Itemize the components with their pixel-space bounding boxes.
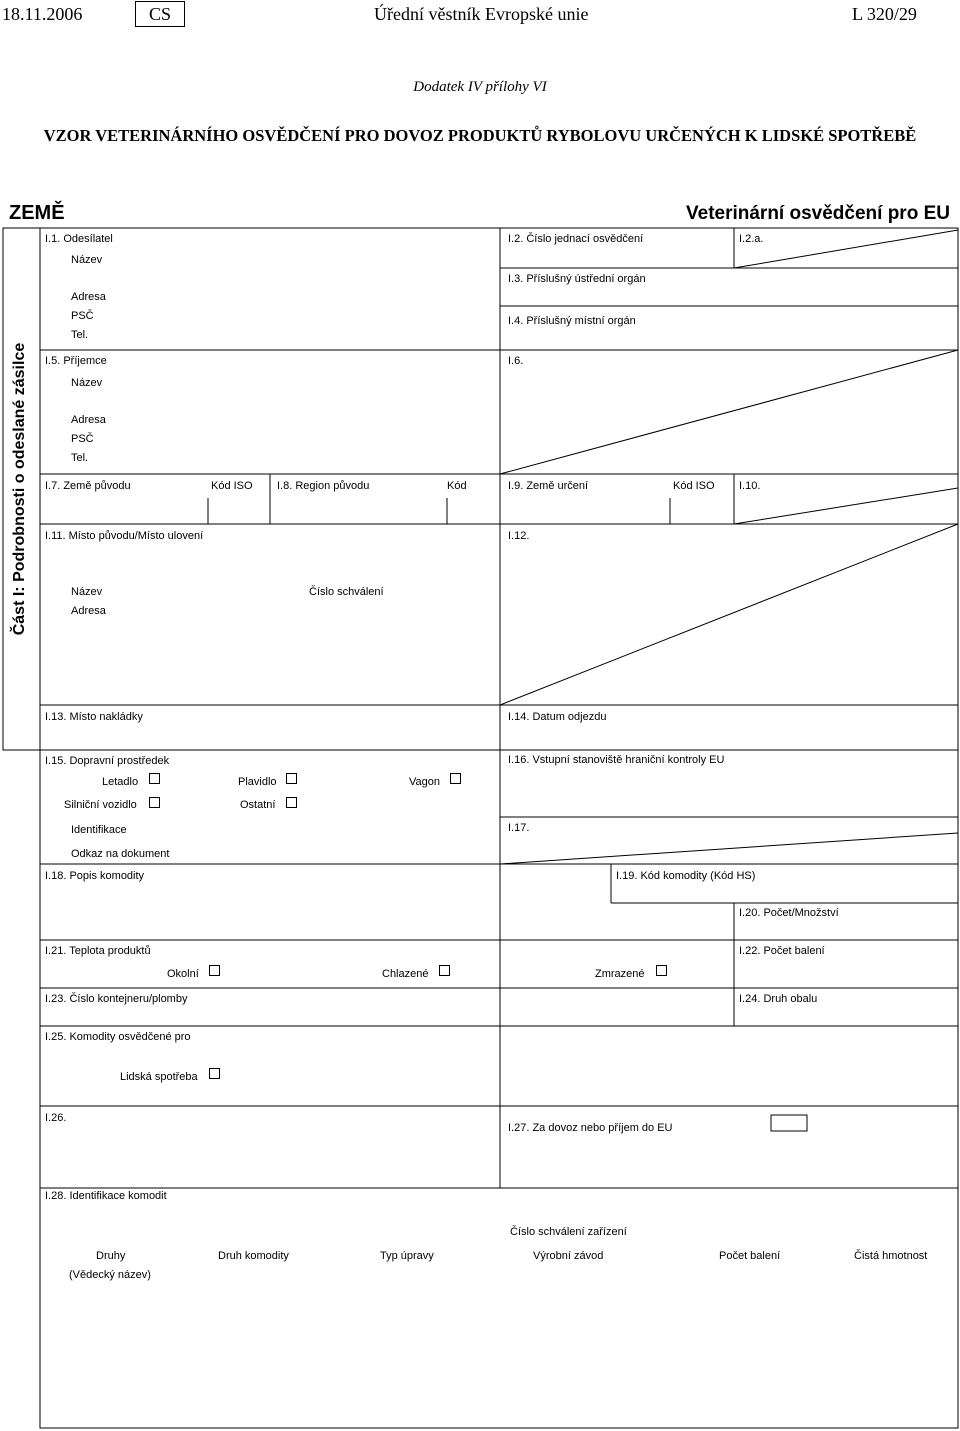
i23-label: I.23. Číslo kontejneru/plomby	[45, 993, 188, 1005]
i16-label: I.16. Vstupní stanoviště hraniční kontroly EU	[508, 754, 725, 766]
i5-name: Název	[71, 377, 103, 389]
i15-label: I.15. Dopravní prostředek	[45, 755, 170, 767]
i1-name: Název	[71, 254, 103, 266]
i11-address: Adresa	[71, 605, 106, 617]
i24-label: I.24. Druh obalu	[739, 993, 818, 1005]
i15-ident: Identifikace	[71, 824, 127, 836]
col-species: Druhy	[96, 1250, 126, 1262]
i20-label: I.20. Počet/Množství	[739, 907, 839, 919]
i1-zip: PSČ	[71, 310, 94, 322]
i9-label: I.9. Země určení	[508, 480, 589, 492]
col-net-weight: Čistá hmotnost	[854, 1250, 928, 1262]
header-page-ref: L 320/29	[852, 4, 917, 24]
frozen-checkbox[interactable]	[656, 965, 667, 976]
i22-label: I.22. Počet balení	[739, 945, 825, 957]
i15-other-label: Ostatní	[240, 799, 276, 811]
i21-frozen-label: Zmrazené	[595, 968, 645, 980]
i5-label: I.5. Příjemce	[45, 355, 107, 367]
i11-approval: Číslo schválení	[309, 586, 384, 598]
chilled-checkbox[interactable]	[439, 965, 450, 976]
doc-title: VZOR VETERINÁRNÍHO OSVĚDČENÍ PRO DOVOZ PRODUKTŮ RYBOLOVU URČENÝCH K LIDSKÉ SPOTŘEBĚ	[43, 126, 917, 145]
i12-label: I.12.	[508, 530, 530, 542]
i21-ambient-label: Okolní	[167, 968, 199, 980]
col-packages: Počet balení	[719, 1250, 781, 1262]
i7-iso: Kód ISO	[211, 480, 253, 492]
i10-label: I.10.	[739, 480, 761, 492]
i1-address: Adresa	[71, 291, 106, 303]
ship-checkbox[interactable]	[286, 773, 297, 784]
i17-label: I.17.	[508, 822, 530, 834]
side-label: Část I: Podrobnosti o odeslané zásilce	[11, 342, 28, 636]
i25-label: I.25. Komodity osvědčené pro	[45, 1031, 191, 1043]
country-heading: ZEMĚ	[9, 202, 65, 224]
i21-label: I.21. Teplota produktů	[45, 945, 151, 957]
i27-input-box	[771, 1115, 807, 1131]
i8-code: Kód	[447, 480, 467, 492]
i6-label: I.6.	[508, 355, 524, 367]
col-treatment: Typ úpravy	[380, 1250, 434, 1262]
header-journal: Úřední věstník Evropské unie	[374, 4, 589, 24]
i14-label: I.14. Datum odjezdu	[508, 711, 607, 723]
header-lang-box: CS	[135, 1, 185, 27]
i11-name: Název	[71, 586, 103, 598]
road-vehicle-checkbox[interactable]	[149, 797, 160, 808]
certificate-heading: Veterinární osvědčení pro EU	[686, 203, 950, 224]
i13-label: I.13. Místo nakládky	[45, 711, 143, 723]
i27-label: I.27. Za dovoz nebo příjem do EU	[508, 1122, 673, 1134]
i18-label: I.18. Popis komodity	[45, 870, 145, 882]
ambient-checkbox[interactable]	[209, 965, 220, 976]
i1-tel: Tel.	[71, 329, 89, 341]
i4-label: I.4. Příslušný místní orgán	[508, 315, 636, 327]
annex-title: Dodatek IV přílohy VI	[413, 79, 547, 95]
i28-plant-no: Číslo schválení zařízení	[510, 1226, 627, 1238]
other-transport-checkbox[interactable]	[286, 797, 297, 808]
col-plant: Výrobní závod	[533, 1250, 604, 1262]
i9-iso: Kód ISO	[673, 480, 715, 492]
i5-zip: PSČ	[71, 433, 94, 445]
i3-label: I.3. Příslušný ústřední orgán	[508, 273, 646, 285]
i8-label: I.8. Region původu	[277, 480, 370, 492]
i5-address: Adresa	[71, 414, 106, 426]
i21-chilled-label: Chlazené	[382, 968, 429, 980]
i25-human-label: Lidská spotřeba	[120, 1071, 198, 1083]
form-outer-border	[40, 228, 958, 1428]
plane-checkbox[interactable]	[149, 773, 160, 784]
i2-label: I.2. Číslo jednací osvědčení	[508, 233, 644, 245]
wagon-checkbox[interactable]	[450, 773, 461, 784]
i19-label: I.19. Kód komodity (Kód HS)	[616, 870, 756, 882]
i15-road-label: Silniční vozidlo	[64, 799, 137, 811]
i2a-label: I.2.a.	[739, 233, 764, 245]
col-nature: Druh komodity	[218, 1250, 289, 1262]
i15-docref: Odkaz na dokument	[71, 848, 170, 860]
i5-tel: Tel.	[71, 452, 89, 464]
i1-label: I.1. Odesílatel	[45, 233, 113, 245]
human-consumption-checkbox[interactable]	[209, 1068, 220, 1079]
i28-label: I.28. Identifikace komodit	[45, 1190, 167, 1202]
col-scientific-name: (Vědecký název)	[69, 1269, 151, 1281]
i7-label: I.7. Země původu	[45, 480, 131, 492]
i26-label: I.26.	[45, 1112, 67, 1124]
i15-wagon-label: Vagon	[409, 776, 440, 788]
i15-ship-label: Plavidlo	[238, 776, 277, 788]
i15-plane-label: Letadlo	[102, 776, 139, 788]
header-date: 18.11.2006	[2, 4, 83, 24]
i11-label: I.11. Místo původu/Místo ulovení	[45, 530, 204, 542]
